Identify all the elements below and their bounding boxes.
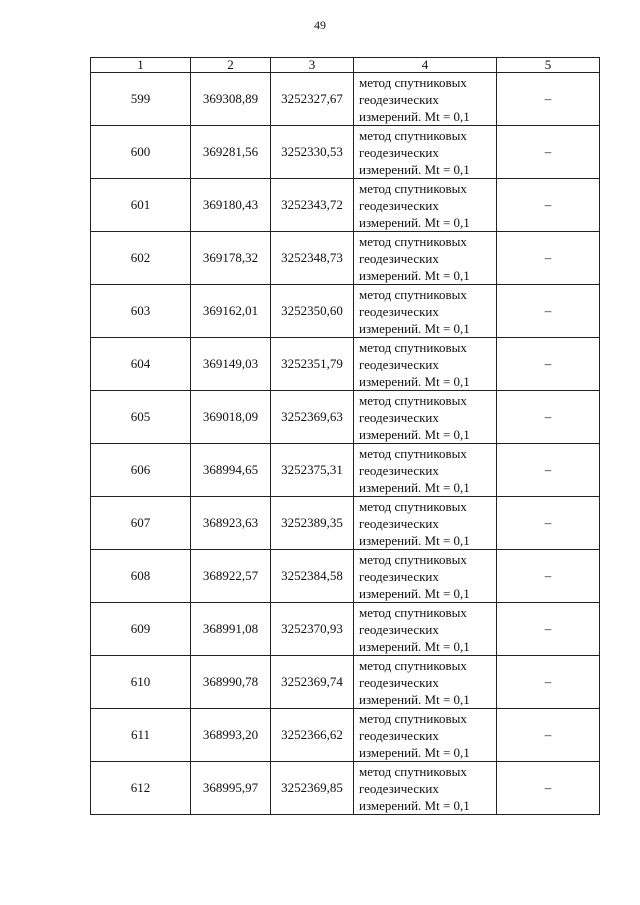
point-number-cell: 605 <box>91 391 191 444</box>
table-header-row <box>91 58 600 73</box>
method-cell <box>354 338 497 391</box>
method-cell <box>354 603 497 656</box>
method-line: геодезических <box>359 674 439 690</box>
method-line: геодезических <box>359 621 439 637</box>
point-number-cell: 610 <box>91 656 191 709</box>
method-line: метод спутниковых <box>359 74 467 90</box>
note-cell: – <box>497 709 600 762</box>
method-line: измерений. Mt = 0,1 <box>359 373 470 389</box>
method-line: измерений. Mt = 0,1 <box>359 267 470 283</box>
method-cell <box>354 285 497 338</box>
y-coordinate-cell: 3252370,93 <box>271 603 354 656</box>
x-coordinate-cell: 368994,65 <box>191 444 271 497</box>
table-row <box>91 603 600 656</box>
method-line: метод спутниковых <box>359 127 467 143</box>
x-coordinate-cell: 369162,01 <box>191 285 271 338</box>
table-row <box>91 285 600 338</box>
y-coordinate-cell: 3252389,35 <box>271 497 354 550</box>
point-number-cell: 601 <box>91 179 191 232</box>
note-cell: – <box>497 179 600 232</box>
page-number: 49 <box>314 18 326 32</box>
column-header: 2 <box>191 58 271 73</box>
table-row <box>91 444 600 497</box>
method-line: измерений. Mt = 0,1 <box>359 638 470 654</box>
note-cell: – <box>497 444 600 497</box>
coordinates-table <box>90 57 600 815</box>
method-cell <box>354 126 497 179</box>
method-line: геодезических <box>359 197 439 213</box>
method-line: геодезических <box>359 409 439 425</box>
table-row <box>91 709 600 762</box>
table-body <box>91 73 600 815</box>
method-line: измерений. Mt = 0,1 <box>359 479 470 495</box>
method-line: геодезических <box>359 144 439 160</box>
method-cell <box>354 444 497 497</box>
method-line: геодезических <box>359 462 439 478</box>
method-line: геодезических <box>359 780 439 796</box>
note-cell: – <box>497 338 600 391</box>
point-number-cell: 609 <box>91 603 191 656</box>
y-coordinate-cell: 3252366,62 <box>271 709 354 762</box>
x-coordinate-cell: 369180,43 <box>191 179 271 232</box>
method-line: измерений. Mt = 0,1 <box>359 214 470 230</box>
method-line: геодезических <box>359 727 439 743</box>
x-coordinate-cell: 368995,97 <box>191 762 271 815</box>
note-cell: – <box>497 550 600 603</box>
method-cell <box>354 550 497 603</box>
y-coordinate-cell: 3252369,85 <box>271 762 354 815</box>
method-line: измерений. Mt = 0,1 <box>359 108 470 124</box>
x-coordinate-cell: 368993,20 <box>191 709 271 762</box>
y-coordinate-cell: 3252348,73 <box>271 232 354 285</box>
y-coordinate-cell: 3252327,67 <box>271 73 354 126</box>
y-coordinate-cell: 3252375,31 <box>271 444 354 497</box>
table-row <box>91 497 600 550</box>
method-line: измерений. Mt = 0,1 <box>359 161 470 177</box>
method-cell <box>354 709 497 762</box>
method-line: геодезических <box>359 91 439 107</box>
method-line: метод спутниковых <box>359 392 467 408</box>
point-number-cell: 603 <box>91 285 191 338</box>
table-row <box>91 656 600 709</box>
x-coordinate-cell: 368990,78 <box>191 656 271 709</box>
x-coordinate-cell: 368922,57 <box>191 550 271 603</box>
note-cell: – <box>497 232 600 285</box>
x-coordinate-cell: 369308,89 <box>191 73 271 126</box>
point-number-cell: 608 <box>91 550 191 603</box>
note-cell: – <box>497 285 600 338</box>
method-line: измерений. Mt = 0,1 <box>359 320 470 336</box>
method-line: метод спутниковых <box>359 763 467 779</box>
table-row <box>91 550 600 603</box>
table-row <box>91 126 600 179</box>
method-line: метод спутниковых <box>359 551 467 567</box>
x-coordinate-cell: 369149,03 <box>191 338 271 391</box>
method-cell <box>354 656 497 709</box>
method-line: метод спутниковых <box>359 445 467 461</box>
method-line: геодезических <box>359 303 439 319</box>
table-row <box>91 232 600 285</box>
method-line: геодезических <box>359 356 439 372</box>
note-cell: – <box>497 762 600 815</box>
column-header: 1 <box>91 58 191 73</box>
method-line: метод спутниковых <box>359 339 467 355</box>
y-coordinate-cell: 3252369,63 <box>271 391 354 444</box>
table-row <box>91 391 600 444</box>
column-header: 4 <box>354 58 497 73</box>
method-cell <box>354 762 497 815</box>
method-line: геодезических <box>359 568 439 584</box>
point-number-cell: 600 <box>91 126 191 179</box>
point-number-cell: 607 <box>91 497 191 550</box>
point-number-cell: 612 <box>91 762 191 815</box>
note-cell: – <box>497 73 600 126</box>
y-coordinate-cell: 3252384,58 <box>271 550 354 603</box>
point-number-cell: 606 <box>91 444 191 497</box>
method-line: измерений. Mt = 0,1 <box>359 585 470 601</box>
point-number-cell: 611 <box>91 709 191 762</box>
x-coordinate-cell: 368923,63 <box>191 497 271 550</box>
note-cell: – <box>497 497 600 550</box>
method-line: метод спутниковых <box>359 180 467 196</box>
method-line: геодезических <box>359 250 439 266</box>
table-row <box>91 762 600 815</box>
point-number-cell: 599 <box>91 73 191 126</box>
point-number-cell: 604 <box>91 338 191 391</box>
table-row <box>91 179 600 232</box>
method-line: метод спутниковых <box>359 286 467 302</box>
y-coordinate-cell: 3252369,74 <box>271 656 354 709</box>
method-line: измерений. Mt = 0,1 <box>359 426 470 442</box>
column-header: 5 <box>497 58 600 73</box>
y-coordinate-cell: 3252343,72 <box>271 179 354 232</box>
method-line: измерений. Mt = 0,1 <box>359 532 470 548</box>
method-cell <box>354 232 497 285</box>
method-line: измерений. Mt = 0,1 <box>359 744 470 760</box>
y-coordinate-cell: 3252351,79 <box>271 338 354 391</box>
method-line: геодезических <box>359 515 439 531</box>
note-cell: – <box>497 126 600 179</box>
method-line: метод спутниковых <box>359 233 467 249</box>
method-cell <box>354 391 497 444</box>
x-coordinate-cell: 368991,08 <box>191 603 271 656</box>
y-coordinate-cell: 3252350,60 <box>271 285 354 338</box>
note-cell: – <box>497 391 600 444</box>
x-coordinate-cell: 369018,09 <box>191 391 271 444</box>
note-cell: – <box>497 603 600 656</box>
y-coordinate-cell: 3252330,53 <box>271 126 354 179</box>
method-line: метод спутниковых <box>359 657 467 673</box>
method-cell <box>354 179 497 232</box>
method-line: метод спутниковых <box>359 604 467 620</box>
method-cell <box>354 73 497 126</box>
note-cell: – <box>497 656 600 709</box>
method-line: измерений. Mt = 0,1 <box>359 691 470 707</box>
table-row <box>91 338 600 391</box>
table-row <box>91 73 600 126</box>
x-coordinate-cell: 369281,56 <box>191 126 271 179</box>
method-cell <box>354 497 497 550</box>
point-number-cell: 602 <box>91 232 191 285</box>
method-line: метод спутниковых <box>359 498 467 514</box>
method-line: метод спутниковых <box>359 710 467 726</box>
method-line: измерений. Mt = 0,1 <box>359 797 470 813</box>
column-header: 3 <box>271 58 354 73</box>
x-coordinate-cell: 369178,32 <box>191 232 271 285</box>
